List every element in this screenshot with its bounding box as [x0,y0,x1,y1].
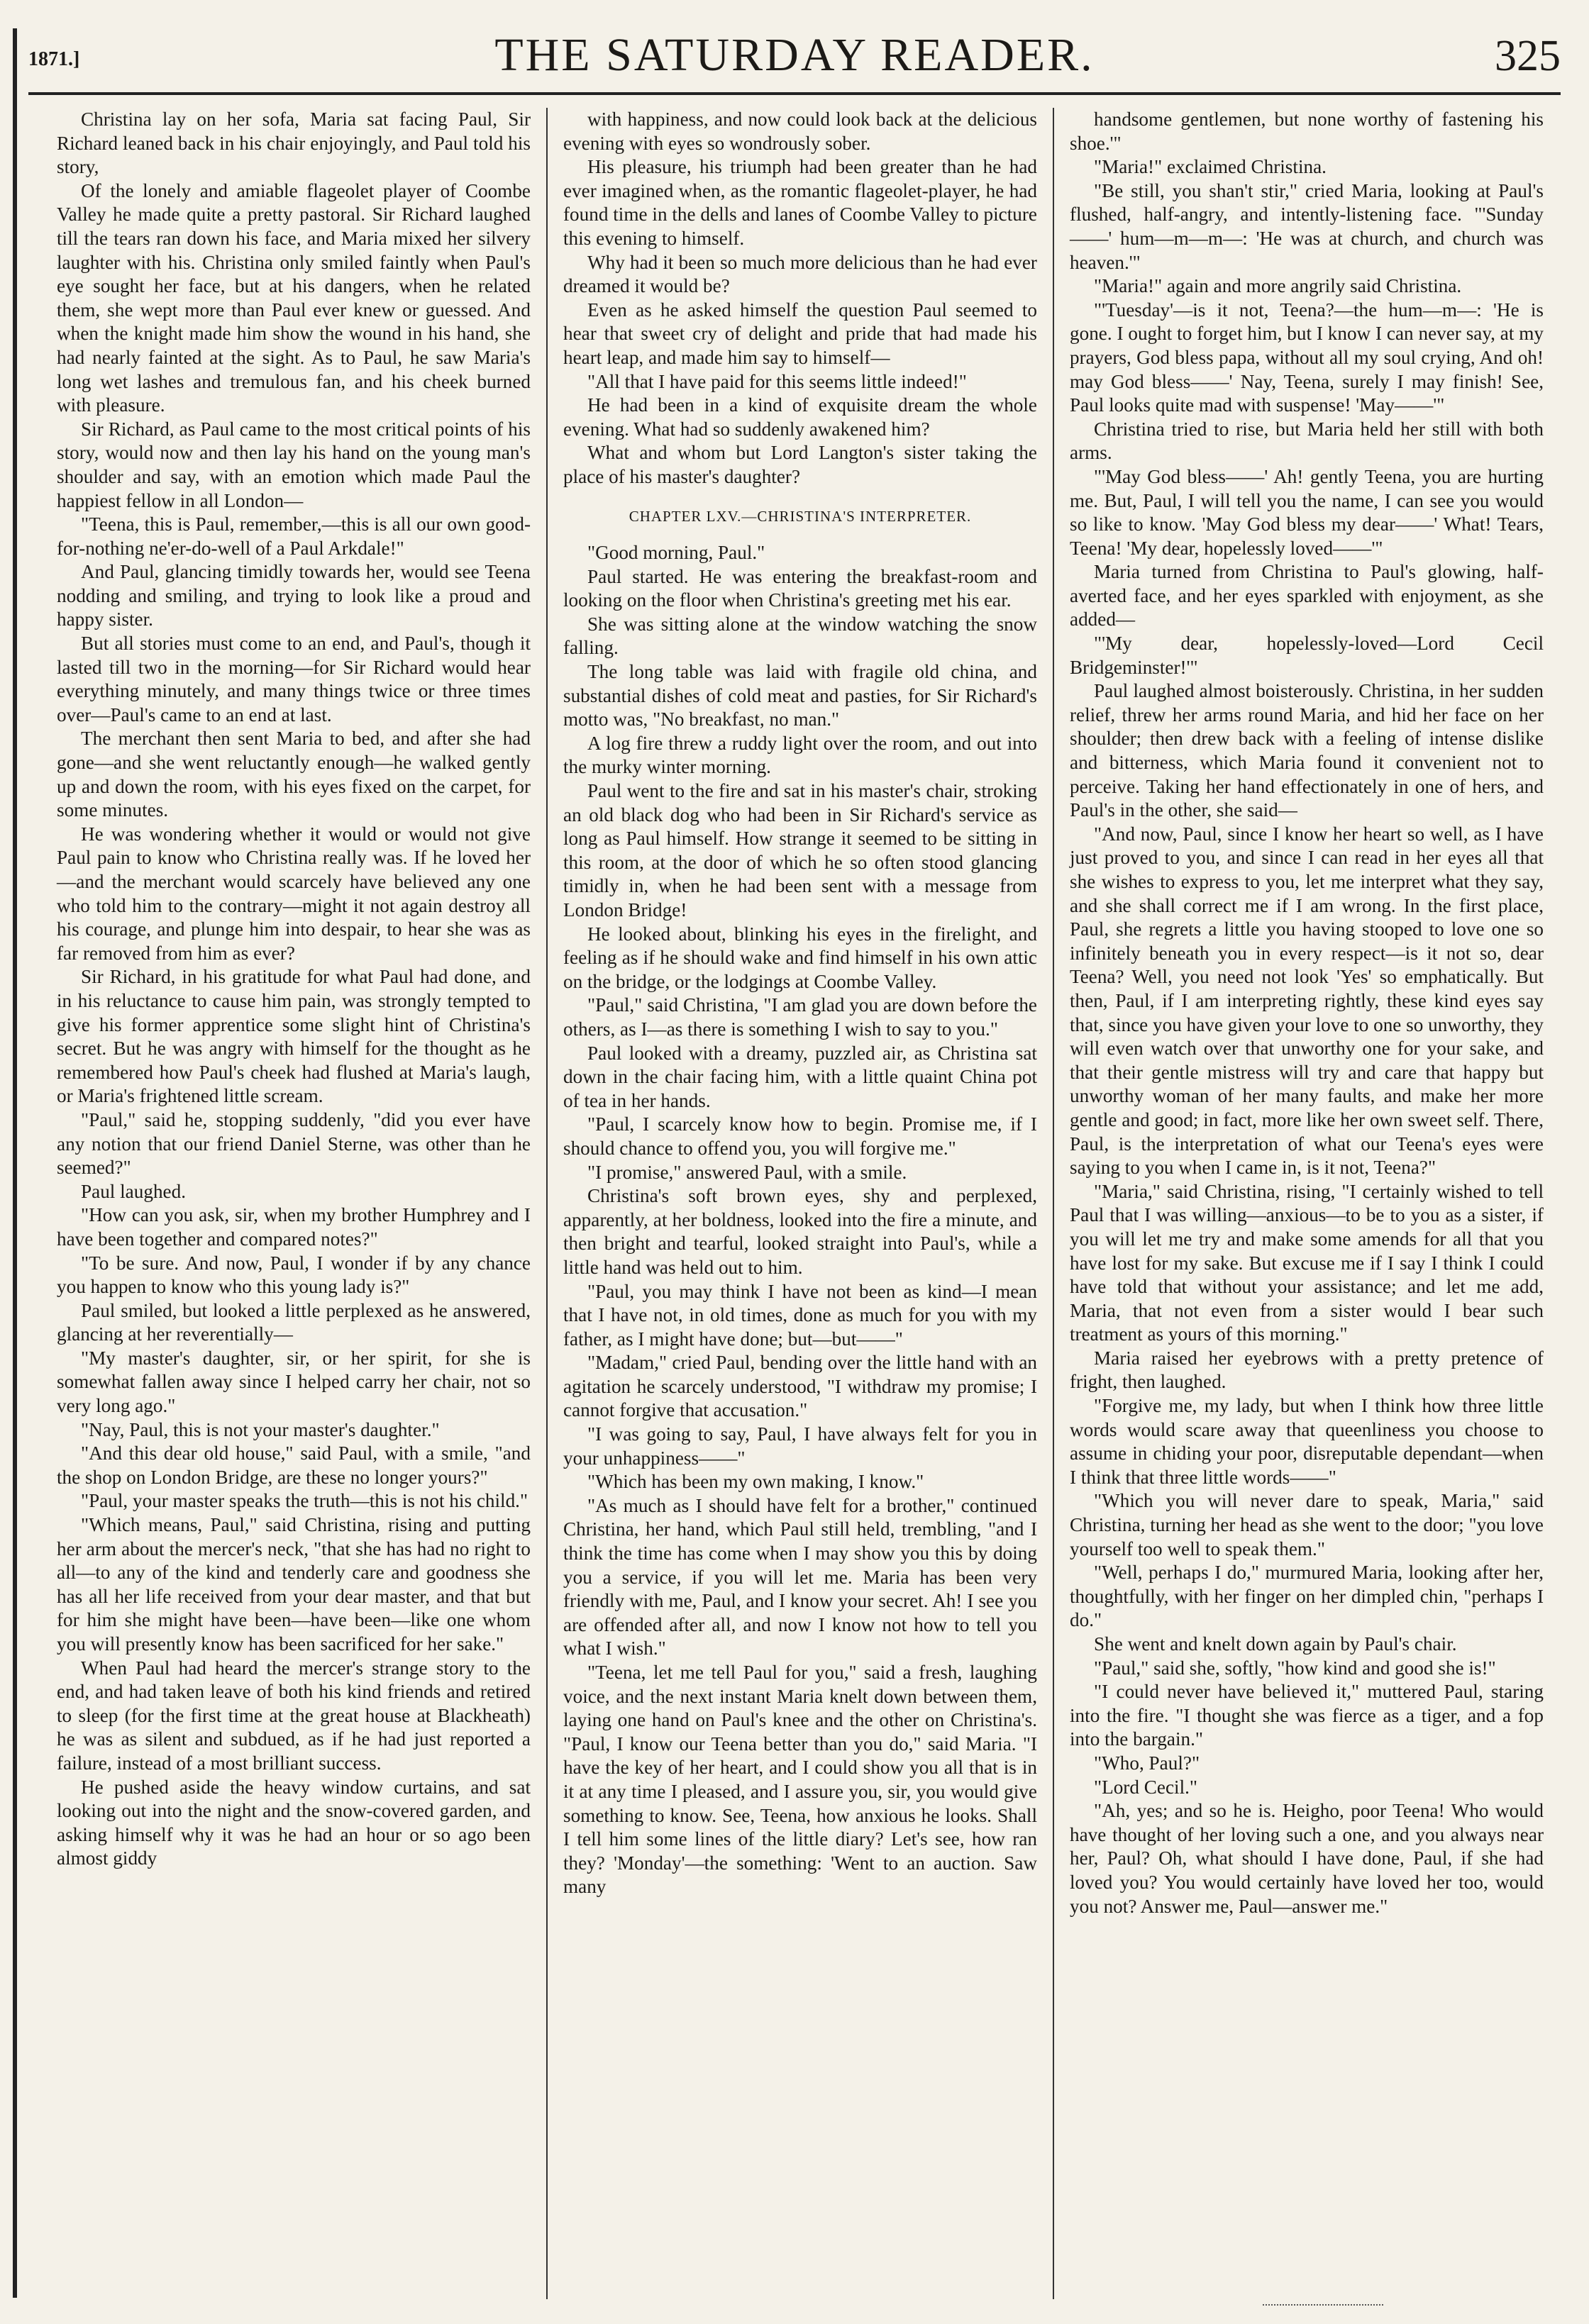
paragraph: Of the lonely and amiable flageolet player of Coombe Valley he made quite a pretty pastoral. Sir Richard laughed till the tears ran down his face, and Maria mixed her silvery laughter with his. Christina only smiled faintly when Paul's eye sought her face, but at his dangers, when he related them, she wept more than Paul ever knew or guessed. And when the knight made him show the wound in his hand, she had nearly fainted at the sight. As to Paul, he saw Maria's long wet lashes and tremulous fan, and his cheek burned with pleasure. [57,179,531,416]
paragraph: "Maria," said Christina, rising, "I certainly wished to tell Paul that I was willing—anxious—to be to you as a sister, if you will let me try and make some amends for all that you have lost for my sake. But excuse me if I say I think I could have told that without your assistance; and let me add, Maria, that not even from a sister would I bear such treatment as yours of this morning." [1070,1180,1544,1345]
paragraph: "I could never have believed it," muttered Paul, staring into the fire. "I thought she was fierce as a tiger, and a fop into the bargain." [1070,1681,1544,1750]
paragraph: "'Tuesday'—is it not, Teena?—the hum—m—: 'He is gone. I ought to forget him, but I know I can never say, at my prayers, God bless papa, without all my soul crying, And oh! may God bless——' Nay, Teena, surely I may finish! See, Paul looks quite mad with suspense! 'May——'" [1070,299,1544,416]
paragraph: Paul smiled, but looked a little perplexed as he answered, glancing at her reverentially— [57,1299,531,1345]
paragraph: Maria turned from Christina to Paul's glowing, half-averted face, and her eyes sparkled with enjoyment, as she added— [1070,561,1544,630]
paragraph: Christina tried to rise, but Maria held her still with both arms. [1070,418,1544,464]
paragraph: "Paul," said Christina, "I am glad you are down before the others, as I—as there is something I wish to say to you." [563,994,1037,1040]
paragraph: with happiness, and now could look back at the delicious evening with eyes so wondrously sober. [563,109,1037,154]
paragraph: Christina's soft brown eyes, shy and perplexed, apparently, at her boldness, looked into the fire a minute, and then bright and tearful, looked straight into Paul's, while a little hand was held out to him. [563,1185,1037,1278]
paragraph: Christina lay on her sofa, Maria sat facing Paul, Sir Richard leaned back in his chair enjoyingly, and Paul told his story, [57,109,531,178]
paragraph: Why had it been so much more delicious than he had ever dreamed it would be? [563,251,1037,297]
paragraph: "Well, perhaps I do," murmured Maria, looking after her, thoughtfully, with her finger on her dimpled chin, "perhaps I do." [1070,1562,1544,1631]
paragraph: "Madam," cried Paul, bending over the little hand with an agitation he scarcely understood, "I withdraw my promise; I cannot forgive that accusation." [563,1352,1037,1421]
chapter-heading: CHAPTER LXV.—CHRISTINA'S INTERPRETER. [629,507,972,525]
paragraph: "To be sure. And now, Paul, I wonder if by any chance you happen to know who this young lady is?" [57,1252,531,1298]
paragraph: "Which has been my own making, I know." [587,1471,924,1493]
paragraph: "Forgive me, my lady, but when I think how three little words would scare away that queenliness you choose to assume in chiding your poor, disreputable dependant—when I think that three little words——" [1070,1395,1544,1488]
column-1 [41,108,546,2299]
paragraph: "Maria!" again and more angrily said Christina. [1094,275,1462,297]
paragraph: "How can you ask, sir, when my brother Humphrey and I have been together and compared notes?" [57,1204,531,1250]
paragraph: "'My dear, hopelessly-loved—Lord Cecil Bridgeminster!'" [1070,633,1544,678]
paragraph: What and whom but Lord Langton's sister taking the place of his master's daughter? [563,442,1037,487]
paragraph: He was wondering whether it would or would not give Paul pain to know who Christina really was. If he loved her—and the merchant would scarcely have believed any one who told him to the contrary—might it not again destroy all his courage, and plunge him into despair, to hear she was as far removed from him as ever? [57,823,531,964]
paragraph: "Ah, yes; and so he is. Heigho, poor Teena! Who would have thought of her loving such a one, and you always near her, Paul? Oh, what should I have done, Paul, if she had loved you? You would certainly have loved her too, would you not? Answer me, Paul—answer me." [1070,1800,1544,1917]
paragraph: "Who, Paul?" [1094,1752,1200,1774]
paragraph: "Teena, this is Paul, remember,—this is all our own good-for-nothing ne'er-do-well of a Paul Arkdale!" [57,513,531,559]
paragraph: He had been in a kind of exquisite dream the whole evening. What had so suddenly awakened him? [563,394,1037,440]
paragraph: "I was going to say, Paul, I have always felt for you in your unhappiness——" [563,1423,1037,1469]
paragraph: "And now, Paul, since I know her heart so well, as I have just proved to you, and since I can read in her eyes all that she wishes to express to you, let me interpret what they say, and she shall correct me if I am wrong. In the first place, Paul, she regrets a little you having stooped to love one so infinitely beneath you in every respect—is it not so, dear Teena? Well, you need not look 'Yes' so emphatically. But then, Paul, if I am interpreting rightly, these kind eyes say that, since you have given your love to one so unworthy, they will even watch over that unworthy one for your sake, and that their gentle mistress will try and care that happy but unworthy woman of her many faults, and make her more gentle and good; in fact, more like her own sweet self. There, Paul, is the interpretation of what our Teena's eyes were saying to you when I came in, is it not, Teena?" [1070,823,1544,1179]
paragraph: Paul laughed almost boisterously. Christina, in her sudden relief, threw her arms round Maria, and hid her face on her shoulder; then drew back with a feeling of intense dislike and bitterness, which Maria found it convenient not to perceive. Taking her hand effectionately in one of hers, and Paul's in the other, she said— [1070,680,1544,821]
paragraph: He looked about, blinking his eyes in the firelight, and feeling as if he should wake and find himself in his own attic on the bridge, or the lodgings at Coombe Valley. [563,923,1037,992]
paragraph: "Paul," said he, stopping suddenly, "did you ever have any notion that our friend Daniel Sterne, was other than he seemed?" [57,1108,531,1179]
column-2 [546,108,1053,2299]
text-columns [41,108,1559,2299]
paragraph: "Teena, let me tell Paul for you," said a fresh, laughing voice, and the next instant Maria knelt down between them, laying one hand on Paul's knee and the other on Christina's. "Paul, I know our Teena better than you do," said Maria. "I have the key of her heart, and I could show you all that is in it at any time I pleased, and I assure you, sir, you would give something to know. See, Teena, how anxious he looks. Shall I tell him some lines of the little diary? Let's see, how ran they? 'Monday'—the something: 'Went to an auction. Saw many [563,1662,1037,1898]
paragraph: "My master's daughter, sir, or her spirit, for she is somewhat fallen away since I helped carry her chair, not so very long ago." [57,1347,531,1417]
paragraph: "All that I have paid for this seems little indeed!" [587,370,967,392]
header-year: 1871.] [28,48,80,70]
paragraph: "And this dear old house," said Paul, with a smile, "and the shop on London Bridge, are these no longer yours?" [57,1442,531,1488]
paragraph: She went and knelt down again by Paul's chair. [1094,1633,1457,1655]
paragraph: He pushed aside the heavy window curtains, and sat looking out into the night and the snow-covered garden, and asking himself why it was he had an hour or so ago been almost giddy [57,1776,531,1869]
paragraph: "I promise," answered Paul, with a smile. [587,1161,907,1183]
paragraph: The long table was laid with fragile old china, and substantial dishes of cold meat and pasties, for Sir Richard's motto was, "No breakfast, no man." [563,661,1037,730]
paragraph: "Which means, Paul," said Christina, rising and putting her arm about the mercer's neck, "that she has had no right to all—to any of the kind and tenderly care and goodness she has all her life received from your dear master, and that but for him she might have been—have been—like one whom you will presently know has been sacrificed for her sake." [57,1514,531,1655]
paragraph: "Paul, you may think I have not been as kind—I mean that I have not, in old times, done as much for you with my father, as I might have done; but—but——" [563,1280,1037,1350]
paragraph: The merchant then sent Maria to bed, and after she had gone—and she went reluctantly enough—he walked gently up and down the room, with his eyes fixed on the carpet, for some minutes. [57,728,531,821]
paragraph: "Be still, you shan't stir," cried Maria, looking at Paul's flushed, half-angry, and intently-listening face. "'Sunday——' hum—m—m—: 'He was at church, and church was heaven.'" [1070,179,1544,273]
paragraph: "Good morning, Paul." [587,542,765,564]
paragraph: Sir Richard, as Paul came to the most critical points of his story, would now and then lay his hand on the young man's shoulder and say, with an emotion which made Paul the happiest fellow in all London— [57,418,531,511]
paragraph: Paul laughed. [81,1180,186,1202]
paragraph: "'May God bless——' Ah! gently Teena, you are hurting me. But, Paul, I will tell you the name, I can see you would so like to know. 'May God bless my dear——' What! Tears, Teena! 'My dear, hopelessly loved——'" [1070,465,1544,559]
page-number: 325 [1495,32,1561,80]
paragraph: "Paul, I scarcely know how to begin. Promise me, if I should chance to offend you, you will forgive me." [563,1113,1037,1159]
paragraph: She was sitting alone at the window watching the snow falling. [563,613,1037,659]
paragraph: Paul went to the fire and sat in his master's chair, stroking an old black dog who had been in Sir Richard's service as long as Paul himself. How strange it seemed to be sitting in this room, at the door of which he so often stood glancing timidly in, when he had been sent with a message from London Bridge! [563,780,1037,921]
paragraph: "Paul," said she, softly, "how kind and good she is!" [1094,1657,1496,1679]
column-3 [1053,108,1559,2299]
paragraph: "Which you will never dare to speak, Maria," said Christina, turning her head as she went to the door; "you love yourself too well to speak them." [1070,1490,1544,1559]
paragraph: Sir Richard, in his gratitude for what Paul had done, and in his reluctance to cause him pain, was strongly tempted to give his former apprentice some slight hint of Christina's secret. But he was angry with himself for the thought as he remembered how Paul's cheek had flushed at Maria's laugh, or Maria's frightened little scream. [57,966,531,1107]
paragraph: A log fire threw a ruddy light over the room, and out into the murky winter morning. [563,732,1037,778]
paragraph: When Paul had heard the mercer's strange story to the end, and had taken leave of both his kind friends and retired to sleep (for the first time at the great house at Blackheath) he was as silent and subdued, as if he had just reported a failure, instead of a most brilliant success. [57,1657,531,1774]
printer-smudge [1263,2304,1383,2310]
paragraph: Paul looked with a dreamy, puzzled air, as Christina sat down in the chair facing him, with a little quaint China pot of tea in her hands. [563,1042,1037,1111]
paragraph: Paul started. He was entering the breakfast-room and looking on the floor when Christina's greeting met his ear. [563,565,1037,611]
paragraph: Even as he asked himself the question Paul seemed to hear that sweet cry of delight and pride that had made his heart leap, and made him say to himself— [563,299,1037,368]
paragraph: "Nay, Paul, this is not your master's daughter." [81,1418,440,1440]
paragraph: His pleasure, his triumph had been greater than he had ever imagined when, as the romantic flageolet-player, he had found time in the dells and lanes of Coombe Valley to picture this evening to himself. [563,156,1037,249]
paragraph: But all stories must come to an end, and Paul's, though it lasted till two in the morning—for Sir Richard would hear everything minutely, and many things twice or three times over—Paul's came to an end at last. [57,633,531,725]
paragraph: "Lord Cecil." [1094,1776,1198,1798]
paragraph: handsome gentlemen, but none worthy of fastening his shoe.'" [1070,109,1544,154]
page-header [28,16,1561,95]
newspaper-title: THE SATURDAY READER. [494,29,1095,81]
paragraph: "Paul, your master speaks the truth—this is not his child." [81,1490,528,1512]
paragraph: "Maria!" exclaimed Christina. [1094,156,1327,178]
left-margin-rule [13,28,17,2298]
paragraph: Maria raised her eyebrows with a pretty pretence of fright, then laughed. [1070,1347,1544,1393]
paragraph: And Paul, glancing timidly towards her, would see Teena nodding and smiling, and trying to look like a proud and happy sister. [57,561,531,630]
paragraph: "As much as I should have felt for a brother," continued Christina, her hand, which Paul still held, trembling, "and I think the time has come when I may show you this by doing you a service, if you will let me. Maria has been very friendly with me, Paul, and I know your secret. Ah! I see you are offended after all, and now I know not how to tell you what I wish." [563,1494,1037,1659]
